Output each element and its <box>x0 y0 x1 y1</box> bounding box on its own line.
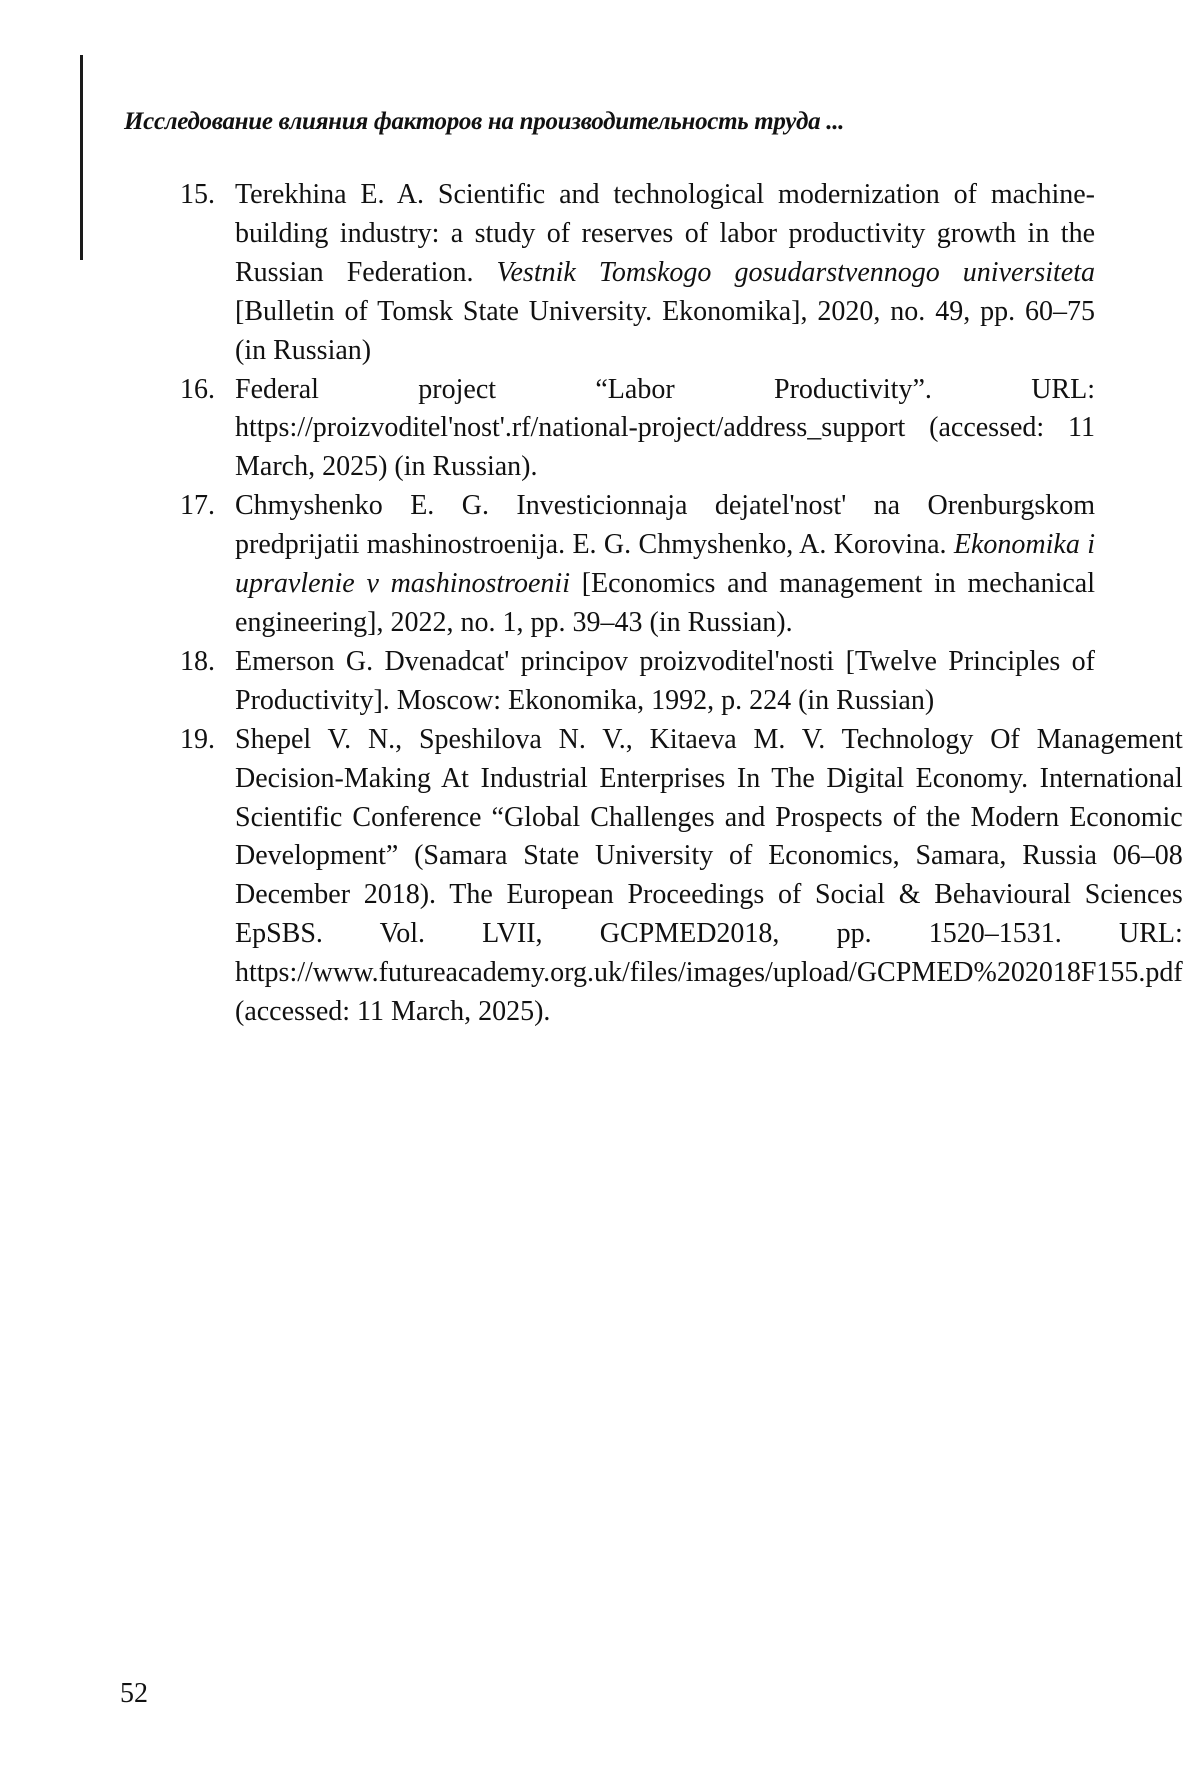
reference-number: 17. <box>180 490 215 522</box>
reference-text-part: [Bulletin of Tomsk State University. Ekonomika], 2020, no. 49, pp. 60–75 (in Russian) <box>235 295 1095 366</box>
reference-item-17 <box>180 487 1095 643</box>
page-number: 52 <box>120 1678 148 1709</box>
reference-number: 16. <box>180 373 215 405</box>
reference-list <box>180 176 1183 1032</box>
reference-text <box>235 487 1095 643</box>
reference-item-19 <box>180 721 1183 1032</box>
margin-rule <box>80 55 83 260</box>
reference-item-15 <box>180 176 1095 371</box>
running-head: Исследование влияния факторов на производительность труда ... <box>124 108 845 135</box>
reference-number: 18. <box>180 645 215 677</box>
reference-item-16 <box>180 371 1095 488</box>
reference-number: 19. <box>180 723 215 755</box>
reference-text: Shepel V. N., Speshilova N. V., Kitaeva M. V. Technology Of Management Decision-Making At Industrial Enterprises In The Digital Economy. International Scientific Conference “Global Challenges and Prospects of the Modern Economic Development” (Samara State University of Economics, Samara, Russia 06–08 December 2018). The European Proceedings of Social & Behavioural Sciences EpSBS. Vol. LVII, GCPMED2018, pp. 1520–1531. URL: https://www.futureacademy.org.uk/files/images/upload/GCPMED%202018F155.pdf (accessed: 11 March, 2025). <box>235 723 1183 1028</box>
reference-text <box>235 176 1095 371</box>
reference-number: 15. <box>180 179 215 210</box>
reference-text-part: Terekhina E. A. Scientific and technological modernization of machine-building industry: a study of reserves of labor productivity growth in the Russian Federation. <box>235 179 1095 288</box>
reference-text: Emerson G. Dvenadcat' principov proizvoditel'nosti [Twelve Principles of Productivity]. Moscow: Ekonomika, 1992, p. 224 (in Russian) <box>235 645 1095 716</box>
reference-journal-title: Vestnik Tomskogo gosudarstvennogo universiteta <box>496 256 1095 288</box>
reference-journal-title: Ekonomika i upravlenie v mashinostroenii <box>235 529 1095 600</box>
reference-text: Federal project “Labor Productivity”. URL: https://proizvoditel'nost'.rf/national-project/address_support (accessed: 11 March, 2025) (in Russian). <box>235 373 1095 483</box>
reference-text-part: [Economics and management in mechanical engineering], 2022, no. 1, pp. 39–43 (in Russian). <box>235 568 1095 638</box>
reference-text-part: Chmyshenko E. G. Investicionnaja dejatel'nost' na Orenburgskom predprijatii mashinostroenija. E. G. Chmyshenko, A. Korovina. <box>235 490 1095 561</box>
reference-item-18 <box>180 643 1095 721</box>
